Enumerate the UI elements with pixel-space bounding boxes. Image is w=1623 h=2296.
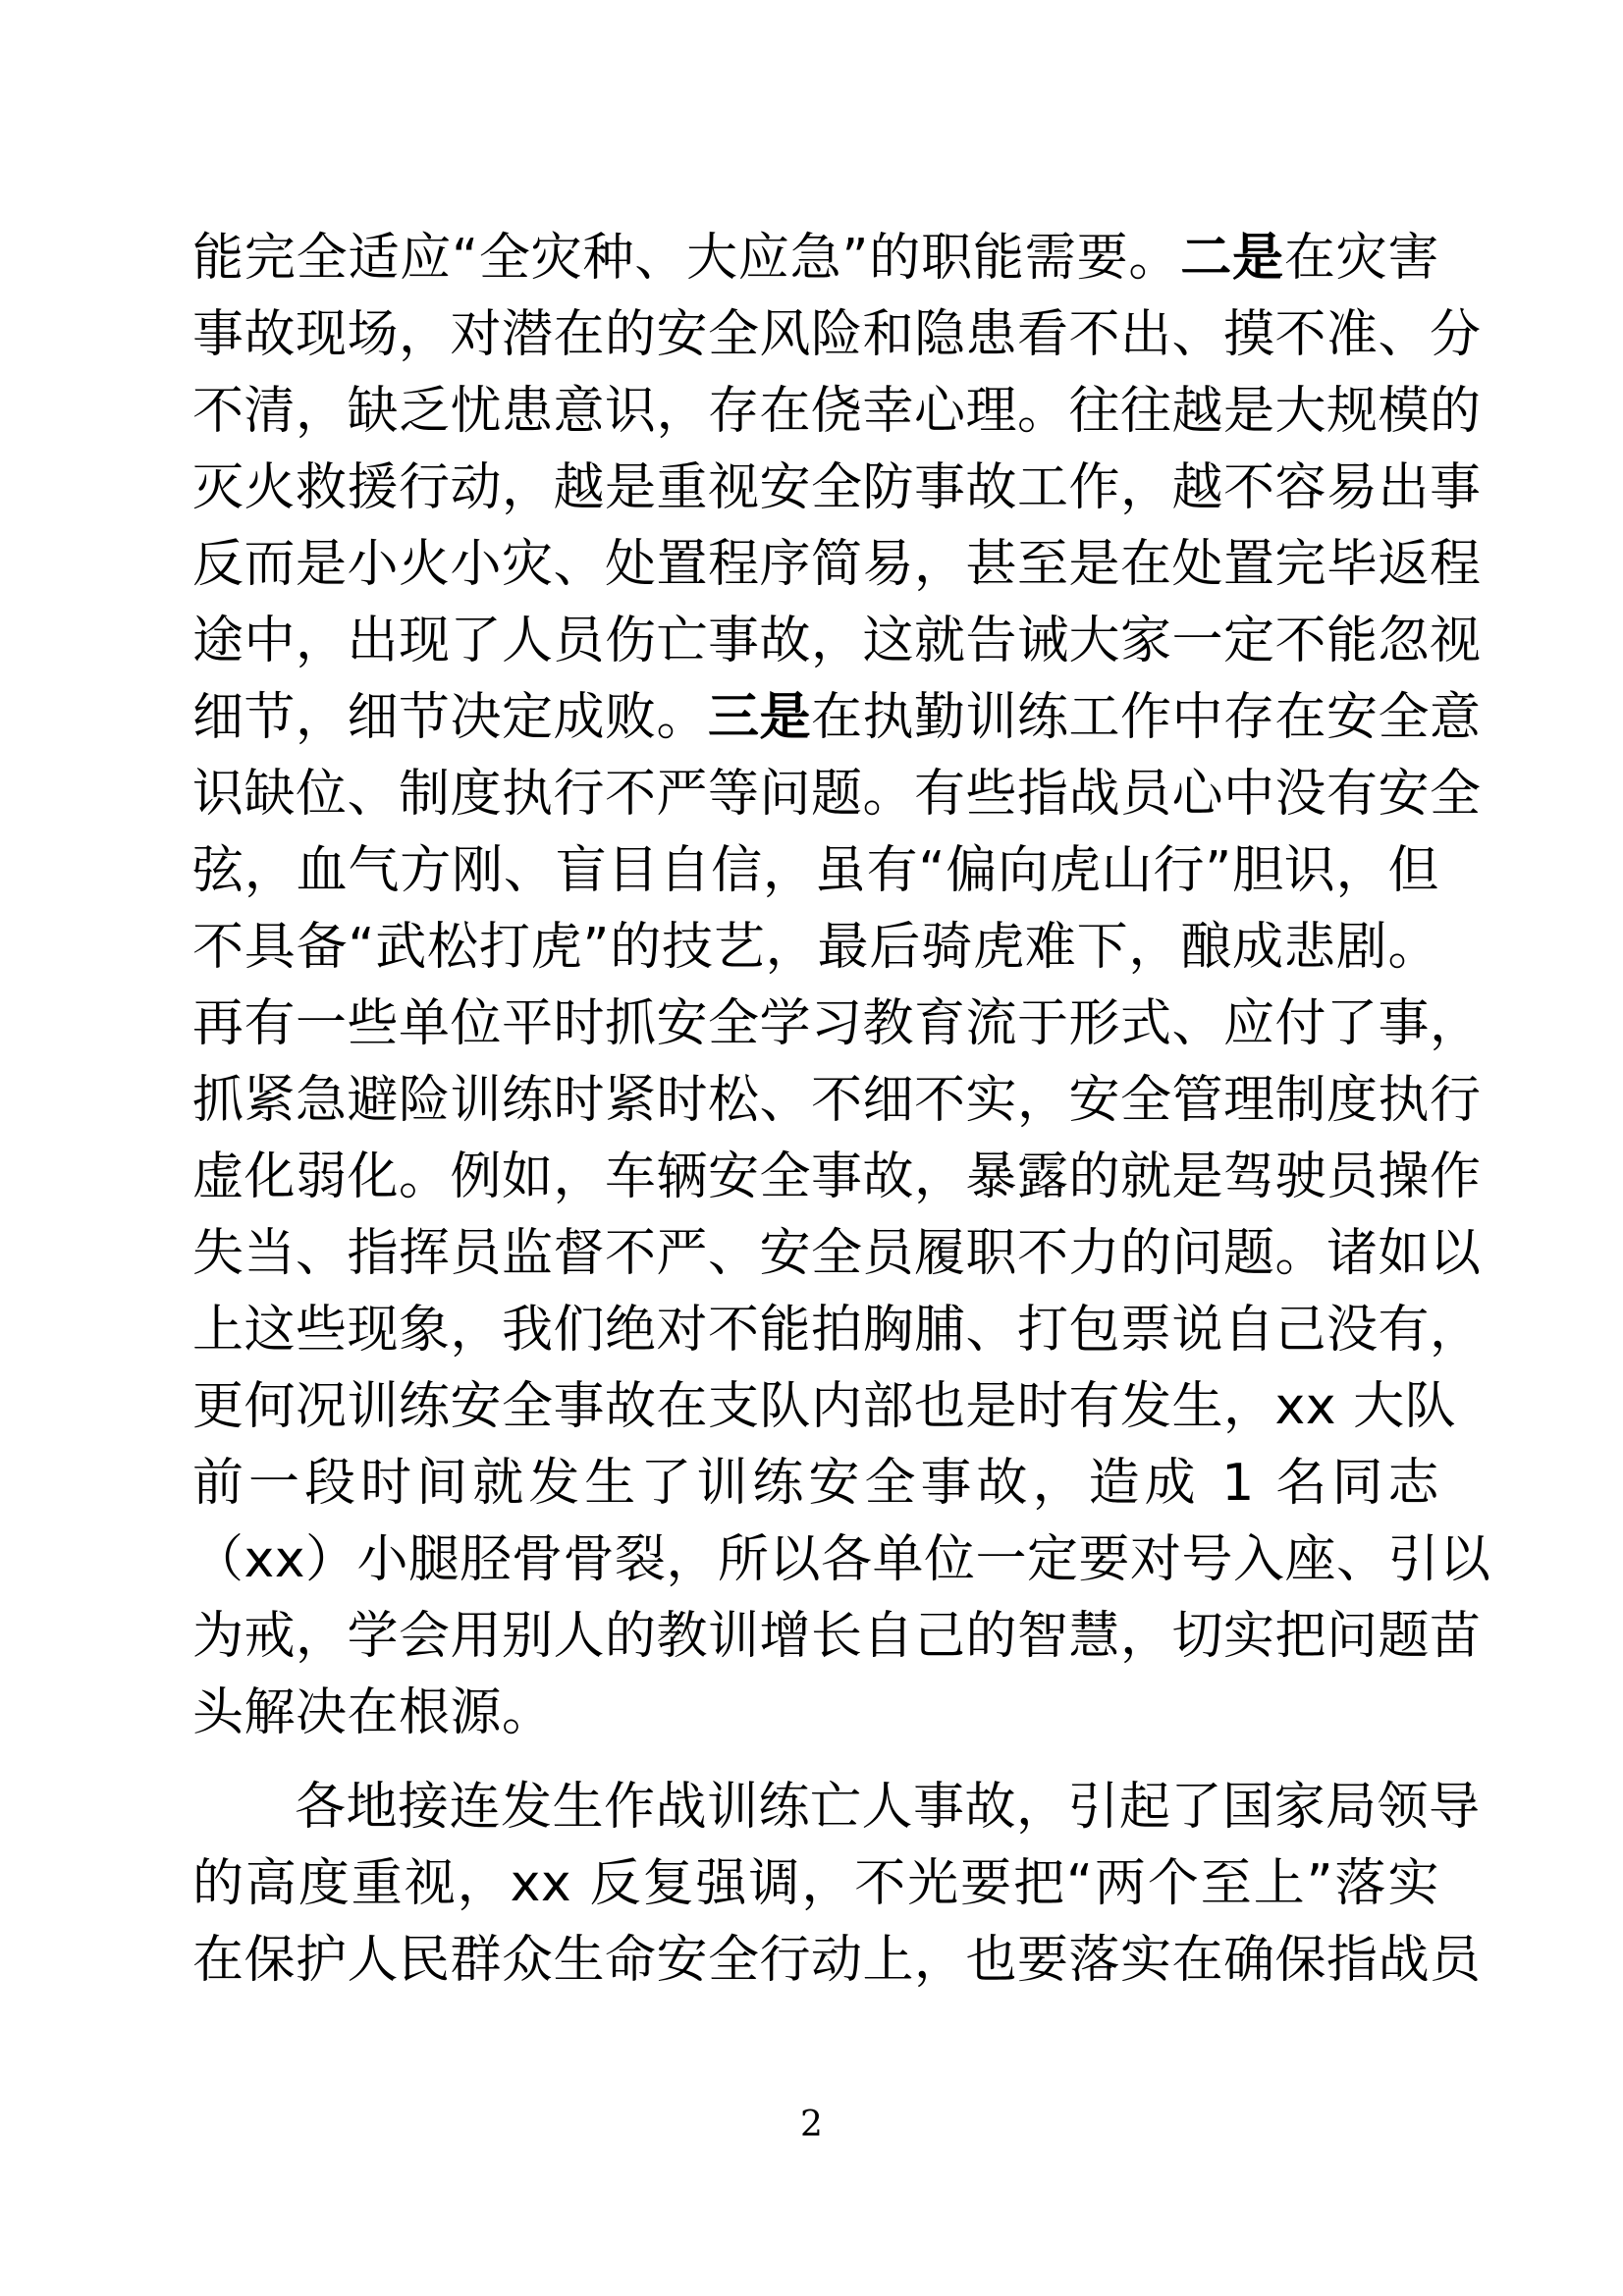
text-run: 能完全适应“全灾种、大应急”的职能需要。: [192, 229, 1181, 288]
body-text: [192, 220, 1491, 1999]
paragraph-line: 在保护人民群众生命安全行动上，也要落实在确保指战员: [192, 1931, 1482, 1990]
paragraph-line: 弦，血气方刚、盲目自信，虽有“偏向虎山行”胆识，但: [192, 841, 1439, 900]
paragraph-line: 事故现场，对潜在的安全风险和隐患看不出、摸不准、分: [192, 305, 1482, 364]
paragraph-line: 再有一些单位平时抓安全学习教育流于形式、应付了事，: [192, 994, 1482, 1053]
page-number: 2: [800, 2105, 823, 2145]
paragraph-line: 灭火救援行动，越是重视安全防事故工作，越不容易出事: [192, 458, 1482, 517]
paragraph-line: 前一段时间就发生了训练安全事故，造成 1 名同志: [192, 1454, 1439, 1513]
paragraph-line: 途中，出现了人员伤亡事故，这就告诫大家一定不能忽视: [192, 612, 1482, 670]
paragraph-line: 为戒，学会用别人的教训增长自己的智慧，切实把问题苗: [192, 1607, 1482, 1666]
paragraph-line: 的高度重视，xx 反复强调，不光要把“两个至上”落实: [192, 1854, 1439, 1913]
paragraph-line: 不清，缺乏忧患意识，存在侥幸心理。往往越是大规模的: [192, 382, 1482, 441]
paragraph-line: （xx）小腿胫骨骨裂，所以各单位一定要对号入座、引以: [192, 1530, 1491, 1589]
paragraph-line: [192, 679, 1482, 756]
paragraph-line: 失当、指挥员监督不严、安全员履职不力的问题。诸如以: [192, 1224, 1482, 1283]
paragraph-line: 更何况训练安全事故在支队内部也是时有发生，xx 大队: [192, 1377, 1457, 1436]
paragraph-line: 抓紧急避险训练时紧时松、不细不实，安全管理制度执行: [192, 1071, 1482, 1130]
paragraph-line: 上这些现象，我们绝对不能拍胸脯、打包票说自己没有，: [192, 1301, 1482, 1360]
paragraph-line: 各地接连发生作战训练亡人事故，引起了国家局领导: [295, 1778, 1481, 1837]
text-run: 在执勤训练工作中存在安全意: [811, 688, 1482, 747]
bold-marker: 三是: [708, 688, 812, 747]
paragraph-line: 识缺位、制度执行不严等问题。有些指战员心中没有安全: [192, 765, 1482, 824]
paragraph-line: [192, 220, 1439, 296]
bold-marker: 二是: [1180, 229, 1284, 288]
paragraph-line: 反而是小火小灾、处置程序简易，甚至是在处置完毕返程: [192, 535, 1482, 594]
text-run: 在灾害: [1283, 229, 1439, 288]
paragraph-line: 不具备“武松打虎”的技艺，最后骑虎难下，酿成悲剧。: [192, 918, 1439, 977]
text-run: 细节，细节决定成败。: [192, 688, 709, 747]
paragraph-line: 虚化弱化。例如，车辆安全事故，暴露的就是驾驶员操作: [192, 1148, 1482, 1206]
paragraph-line: 头解决在根源。: [192, 1683, 554, 1742]
